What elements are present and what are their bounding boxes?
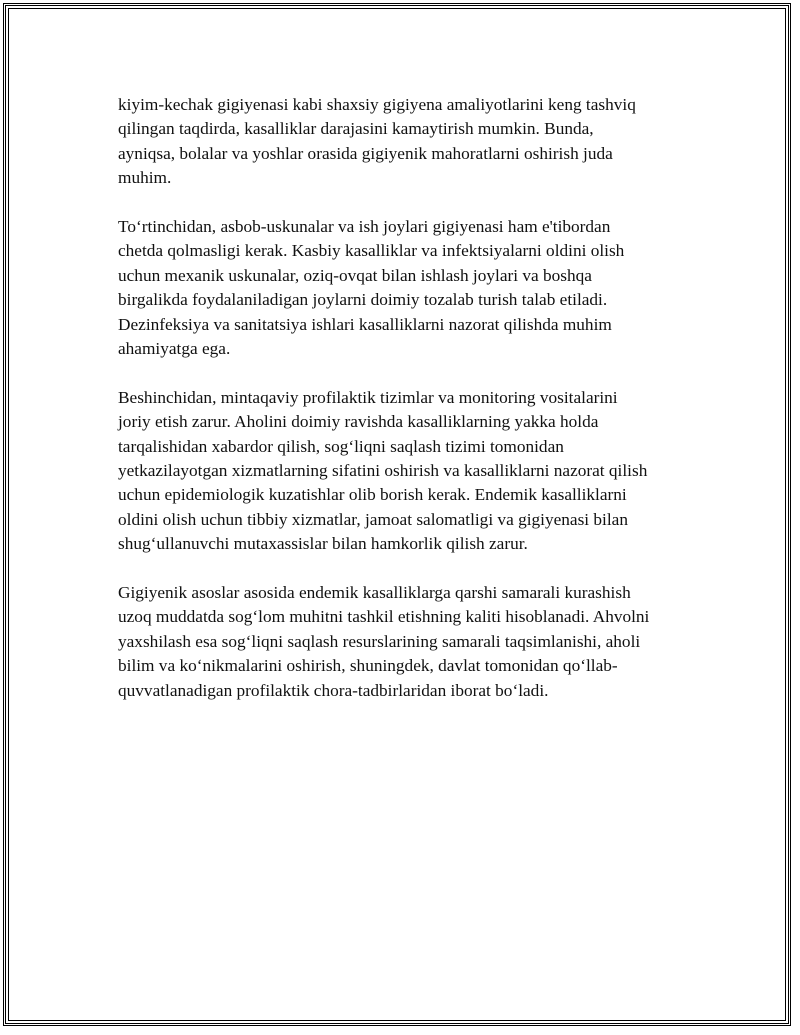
text-line: ayniqsa, bolalar va yoshlar orasida gigiyenik mahoratlarni oshirish juda	[118, 143, 613, 163]
text-line: oldini olish uchun tibbiy xizmatlar, jamoat salomatligi va gigiyenasi bilan	[118, 509, 628, 529]
text-line: uchun mexanik uskunalar, oziq-ovqat bilan ishlash joylari va boshqa	[118, 265, 592, 285]
text-line: tarqalishidan xabardor qilish, sog‘liqni saqlash tizimi tomonidan	[118, 436, 564, 456]
text-line: uchun epidemiologik kuzatishlar olib borish kerak. Endemik kasalliklarni	[118, 485, 627, 505]
paragraph-1	[118, 93, 683, 191]
text-line: yetkazilayotgan xizmatlarning sifatini oshirish va kasalliklarni nazorat qilish	[118, 461, 648, 481]
text-line: To‘rtinchidan, asbob-uskunalar va ish joylari gigiyenasi ham e'tibordan	[118, 217, 611, 237]
text-line: Gigiyenik asoslar asosida endemik kasalliklarga qarshi samarali kurashish	[118, 583, 631, 603]
text-line: Dezinfeksiya va sanitatsiya ishlari kasalliklarni nazorat qilishda muhim	[118, 314, 612, 334]
text-line: uzoq muddatda sog‘lom muhitni tashkil etishning kaliti hisoblanadi. Ahvolni	[118, 607, 650, 627]
text-line: chetda qolmasligi kerak. Kasbiy kasalliklar va infektsiyalarni oldini olish	[118, 241, 625, 261]
paragraph-3	[118, 386, 683, 557]
text-line: yaxshilash esa sog‘liqni saqlash resurslarining samarali taqsimlanishi, aholi	[118, 631, 641, 651]
document-body	[118, 93, 683, 728]
text-line: joriy etish zarur. Aholini doimiy ravishda kasalliklarning yakka holda	[118, 412, 599, 432]
text-line: quvvatlanadigan profilaktik chora-tadbirlaridan iborat bo‘ladi.	[118, 680, 549, 700]
text-line: qilingan taqdirda, kasalliklar darajasini kamaytirish mumkin. Bunda,	[118, 119, 594, 139]
paragraph-2	[118, 215, 683, 361]
text-line: bilim va ko‘nikmalarini oshirish, shuningdek, davlat tomonidan qo‘llab-	[118, 656, 618, 676]
text-line: shug‘ullanuvchi mutaxassislar bilan hamkorlik qilish zarur.	[118, 534, 528, 554]
paragraph-4	[118, 581, 683, 703]
text-line: ahamiyatga ega.	[118, 339, 231, 359]
text-line: Beshinchidan, mintaqaviy profilaktik tizimlar va monitoring vositalarini	[118, 387, 618, 407]
text-line: birgalikda foydalaniladigan joylarni doimiy tozalab turish talab etiladi.	[118, 290, 608, 310]
text-line: muhim.	[118, 168, 172, 188]
text-line: kiyim-kechak gigiyenasi kabi shaxsiy gigiyena amaliyotlarini keng tashviq	[118, 95, 636, 114]
